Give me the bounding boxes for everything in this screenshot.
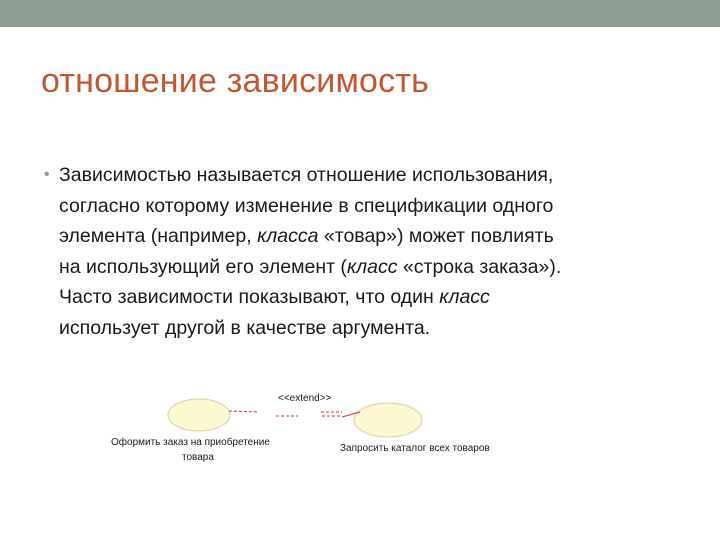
line3-part-c: «товар») может повлиять [318, 225, 554, 247]
use-case-2-label: Запросить каталог всех товаров [340, 443, 490, 454]
line4-italic-class: класс [346, 255, 398, 278]
line5-italic-class: класс [439, 286, 490, 308]
use-case-1-label-line1: Оформить заказ на приобретение [111, 437, 270, 448]
line3-part-a: элемента (например, [59, 225, 258, 247]
slide-title: отношение зависимость [41, 62, 430, 100]
paragraph-line-1: Зависимостью называется отношение использования, [59, 164, 554, 186]
use-case-2-ellipse [354, 403, 422, 437]
line4-part-c: «строка заказа»). [397, 255, 562, 278]
line5-part-a: Часто зависимости показывают, что один [59, 286, 440, 308]
extend-dashed-line [229, 411, 258, 412]
line3-italic-class: класса [257, 225, 319, 247]
paragraph-line-6: использует другой в качестве аргумента. [59, 316, 431, 339]
bullet-icon: • [44, 166, 50, 183]
use-case-1-ellipse [168, 399, 230, 431]
line4-part-a: на использующий его элемент ( [59, 255, 347, 278]
use-case-1-label-line2: товара [182, 452, 214, 463]
paragraph-line-2: согласно которому изменение в спецификации одного [59, 194, 554, 217]
extend-stereotype-label: <<extend>> [278, 393, 332, 404]
